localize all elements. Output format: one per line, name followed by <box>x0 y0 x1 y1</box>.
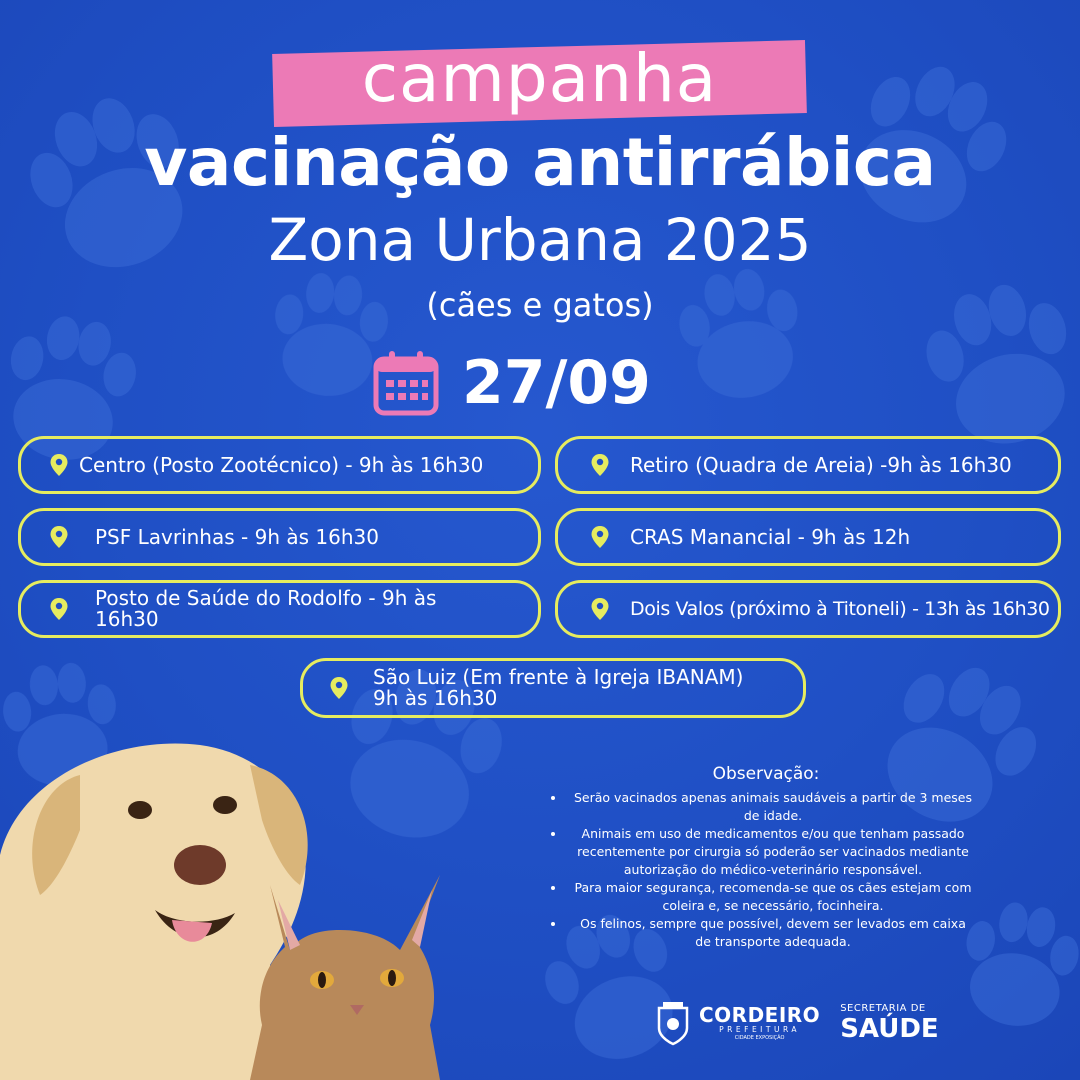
campaign-tag: campanha <box>361 40 718 117</box>
map-pin-icon <box>590 597 610 621</box>
poster-title: vacinação antirrábica <box>144 124 936 201</box>
poster-subtitle: Zona Urbana 2025 <box>268 206 812 274</box>
location-text: Dois Valos (próximo à Titoneli) - 13h às 16h30 <box>630 597 1050 620</box>
location-line: 16h30 <box>95 607 159 631</box>
dog-and-cat-photo <box>0 735 520 1080</box>
secretaria-label: SECRETARIA DE <box>840 1003 926 1014</box>
city-crest-icon <box>655 1000 691 1046</box>
footer-logos <box>655 1000 939 1046</box>
location-pill <box>555 580 1061 638</box>
location-pill <box>555 508 1061 566</box>
map-pin-icon <box>590 525 610 549</box>
observation-item: • Os felinos, sempre que possível, devem ser levados em caixa de transporte adequada. <box>566 915 980 951</box>
location-text: Retiro (Quadra de Areia) -9h às 16h30 <box>630 452 1012 477</box>
poster-note: (cães e gatos) <box>426 286 654 324</box>
city-slogan: CIDADE EXPOSIÇÃO <box>734 1034 785 1041</box>
location-pill <box>555 436 1061 494</box>
prefeitura-logo <box>699 1002 821 1042</box>
location-line: São Luiz (Em frente à Igreja IBANAM) <box>373 665 744 689</box>
observation-item: • Para maior segurança, recomenda-se que os cães estejam com coleira e, se necessário, focinheira. <box>566 879 980 915</box>
map-pin-icon <box>590 453 610 477</box>
city-name: CORDEIRO <box>699 1002 821 1027</box>
map-pin-icon <box>49 525 69 549</box>
location-pill <box>18 436 541 494</box>
map-pin-icon <box>49 453 69 477</box>
location-pill <box>18 508 541 566</box>
location-text <box>95 588 436 630</box>
observation-item: • Animais em uso de medicamentos e/ou que tenham passado recentemente por cirurgia só poderão ser vacinados mediante autorização do médico-veterinário responsável. <box>566 825 980 879</box>
location-pill <box>300 658 806 718</box>
location-line: Posto de Saúde do Rodolfo - 9h às <box>95 586 437 610</box>
observations <box>552 765 980 951</box>
event-date: 27/09 <box>462 347 651 418</box>
date-row <box>372 345 651 420</box>
observations-list <box>552 789 980 951</box>
prefeitura-label: PREFEITURA <box>719 1024 801 1034</box>
location-line: 9h às 16h30 <box>373 686 498 710</box>
location-text <box>373 667 743 709</box>
location-text: CRAS Manancial - 9h às 12h <box>630 524 911 549</box>
saude-label: SAÚDE <box>840 1014 939 1044</box>
calendar-icon <box>372 349 440 417</box>
location-text: Centro (Posto Zootécnico) - 9h às 16h30 <box>79 452 484 477</box>
map-pin-icon <box>49 597 69 621</box>
location-text: PSF Lavrinhas - 9h às 16h30 <box>95 524 379 549</box>
observation-item: • Serão vacinados apenas animais saudáveis a partir de 3 meses de idade. <box>566 789 980 825</box>
observations-title: Observação: <box>712 764 820 784</box>
location-pill <box>18 580 541 638</box>
map-pin-icon <box>329 676 349 700</box>
secretaria-logo <box>840 1003 939 1043</box>
